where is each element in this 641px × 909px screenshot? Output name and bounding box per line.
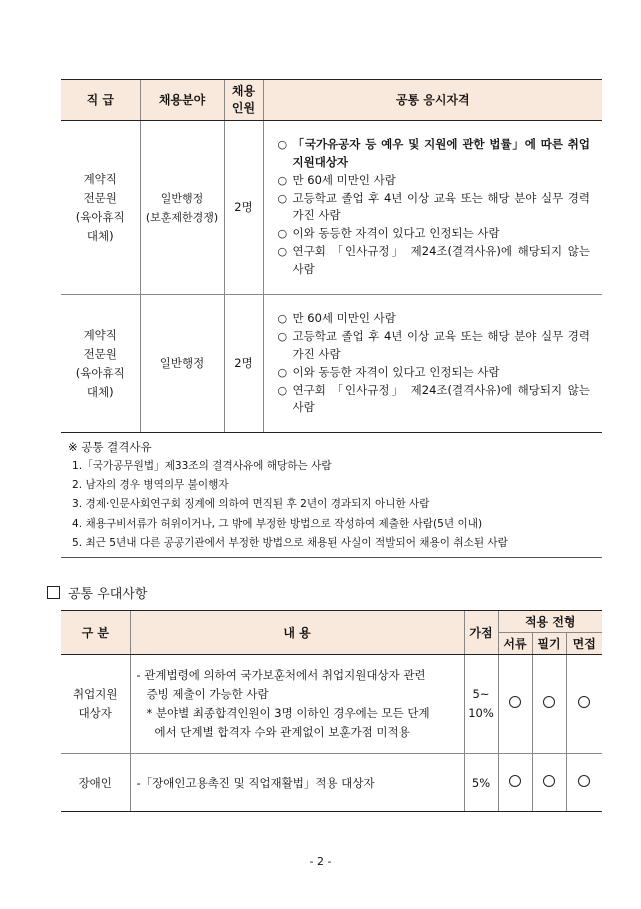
list-item: ○ 만 60세 미만인 사람 bbox=[278, 310, 591, 328]
section-heading bbox=[47, 583, 147, 602]
content-line: 증빙 제출이 가능한 사람 bbox=[146, 687, 269, 701]
content-line: -「장애인고용촉진 및 직업재활법」적용 대상자 bbox=[136, 775, 375, 790]
pref2-category: 장애인 bbox=[61, 754, 130, 813]
header-stage-written: 필기 bbox=[532, 633, 566, 655]
bullet-circle-icon: ○ bbox=[277, 330, 288, 343]
circle-mark-icon bbox=[578, 696, 590, 708]
bullet-circle-icon: ○ bbox=[277, 227, 288, 241]
pref1-mark-interview bbox=[566, 655, 602, 754]
content-line: - 관계법령에 의하여 국가보훈처에서 취업지원대상자 관련 bbox=[136, 668, 426, 682]
section-title: 공통 우대사항 bbox=[68, 587, 148, 602]
pref1-mark-written bbox=[532, 655, 566, 754]
note-item: 2. 남자의 경우 병역의무 불이행자 bbox=[72, 479, 229, 492]
table-row bbox=[61, 655, 602, 754]
pref2-content bbox=[130, 754, 464, 813]
row1-count: 2명 bbox=[224, 121, 263, 295]
bullet-circle-icon: ○ bbox=[277, 173, 288, 187]
pref1-mark-docs bbox=[498, 655, 532, 754]
header-count bbox=[224, 80, 263, 121]
bullet-circle-icon: ○ bbox=[277, 245, 288, 259]
header-position: 직 급 bbox=[61, 80, 140, 121]
header-qualification: 공통 응시자격 bbox=[263, 80, 602, 121]
circle-mark-icon bbox=[543, 775, 555, 787]
pref1-bonus: 5~ 10% bbox=[464, 655, 498, 754]
preference-table bbox=[61, 611, 602, 812]
row1-position: 계약직 전문원 (육아휴직 대체) bbox=[61, 121, 140, 295]
circle-mark-icon bbox=[543, 696, 555, 708]
header-content: 내 용 bbox=[130, 611, 464, 655]
row2-count: 2명 bbox=[224, 295, 263, 433]
bullet-circle-icon: ○ bbox=[277, 312, 288, 325]
page-number: - 2 - bbox=[309, 855, 332, 868]
note-item: 5. 최근 5년내 다른 공공기관에서 부정한 방법으로 채용된 사실이 적발되어 채용이 취소된 사람 bbox=[72, 536, 508, 549]
row2-position: 계약직 전문원 (육아휴직 대체) bbox=[61, 295, 140, 433]
header-field: 채용분야 bbox=[140, 80, 224, 121]
pref1-category: 취업지원 대상자 bbox=[61, 655, 130, 754]
circle-mark-icon bbox=[509, 775, 521, 787]
list-item: ○ 이와 동등한 자격이 있다고 인정되는 사람 bbox=[278, 225, 591, 243]
circle-mark-icon bbox=[509, 696, 521, 708]
list-item: ○ 이와 동등한 자격이 있다고 인정되는 사람 bbox=[278, 364, 591, 382]
bullet-circle-icon: ○ bbox=[277, 365, 288, 379]
row2-field: 일반행정 bbox=[140, 295, 224, 433]
header-bonus: 가점 bbox=[464, 611, 498, 655]
table-row bbox=[61, 121, 602, 295]
header-category: 구 분 bbox=[61, 611, 130, 655]
qualification-table bbox=[61, 80, 602, 432]
header-stage-group: 적용 전형 bbox=[498, 611, 602, 633]
circle-mark-icon bbox=[578, 775, 590, 787]
row1-field: 일반행정 (보훈제한경쟁) bbox=[140, 121, 224, 295]
bullet-circle-icon: ○ bbox=[277, 191, 288, 205]
content-line: * 분야별 최종합격인원이 3명 이하인 경우에는 모든 단계 bbox=[146, 706, 430, 720]
bullet-circle-icon: ○ bbox=[277, 138, 288, 152]
list-item: ○ 고등학교 졸업 후 4년 이상 교육 또는 해당 분야 실무 경력 가진 사람 bbox=[277, 190, 590, 223]
content-line: 에서 단계별 합격자 수와 관계없이 보훈가점 미적용 bbox=[154, 725, 410, 739]
note-item: 3. 경제·인문사회연구회 징계에 의하여 면직된 후 2년이 경과되지 아니한 사람 bbox=[72, 498, 430, 511]
header-count-label: 채용 인원 bbox=[231, 84, 256, 115]
row2-qualifications bbox=[263, 295, 602, 433]
pref2-mark-docs bbox=[498, 754, 532, 813]
header-stage-interview: 면접 bbox=[566, 633, 602, 655]
pref2-mark-written bbox=[532, 754, 566, 813]
note-item: 4. 채용구비서류가 허위이거나, 그 밖에 부정한 방법으로 작성하여 제출한 사람(5년 이내) bbox=[72, 517, 483, 530]
list-item: ○ 만 60세 미만인 사람 bbox=[278, 172, 591, 190]
notes-title: ※ 공통 결격사유 bbox=[68, 440, 152, 454]
header-stage-docs: 서류 bbox=[498, 633, 532, 655]
bullet-circle-icon: ○ bbox=[277, 383, 288, 397]
note-item: 1.「국가공무원법」제33조의 결격사유에 해당하는 사람 bbox=[72, 460, 332, 472]
checkbox-square-icon bbox=[47, 586, 60, 599]
disqualification-notes bbox=[66, 438, 596, 553]
list-item: ○ 고등학교 졸업 후 4년 이상 교육 또는 해당 분야 실무 경력 가진 사람 bbox=[277, 329, 590, 361]
table-row bbox=[61, 754, 602, 813]
pref2-bonus: 5% bbox=[464, 754, 498, 813]
pref1-content bbox=[130, 655, 464, 754]
table-row bbox=[61, 295, 602, 433]
list-item: ○ 「국가유공자 등 예우 및 지원에 관한 법률」에 따른 취업지원대상자 bbox=[277, 137, 590, 169]
row1-qualifications bbox=[263, 121, 602, 295]
list-item: ○ 연구회 「인사규정」 제24조(결격사유)에 해당되지 않는 사람 bbox=[277, 382, 590, 414]
pref2-mark-interview bbox=[566, 754, 602, 813]
list-item: ○ 연구회 「인사규정」 제24조(결격사유)에 해당되지 않는 사람 bbox=[277, 244, 590, 276]
